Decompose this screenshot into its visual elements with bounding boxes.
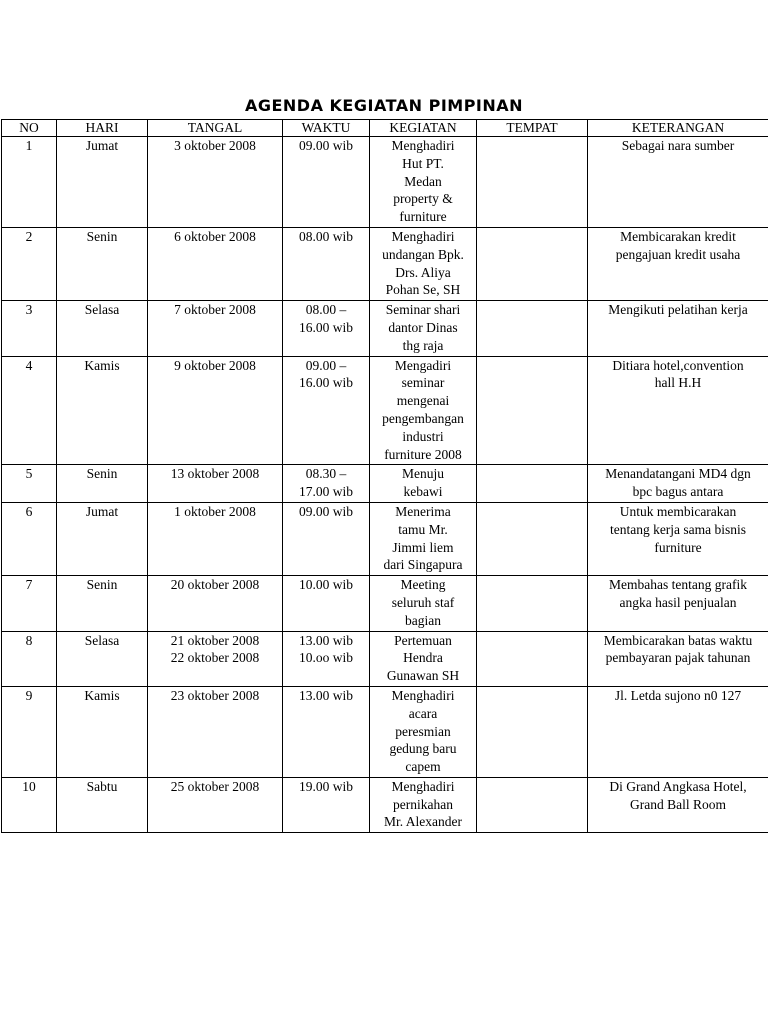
cell-kegiatan xyxy=(370,227,477,300)
cell-line: Menghadiri xyxy=(391,687,455,703)
cell-no: 4 xyxy=(2,356,57,465)
cell-keterangan xyxy=(588,576,768,631)
cell-line: Membahas tentang grafik xyxy=(609,577,747,593)
cell-line: bagian xyxy=(405,612,441,628)
cell-line: Hendra xyxy=(403,650,443,666)
table-row xyxy=(2,227,768,300)
cell-line: Pohan Se, SH xyxy=(385,282,461,298)
cell-waktu: 08.00 – 16.00 wib xyxy=(283,301,370,356)
cell-no: 6 xyxy=(2,502,57,575)
cell-line: Jl. Letda sujono n0 127 xyxy=(614,687,742,703)
cell-line: dari Singapura xyxy=(383,557,463,573)
cell-line: Menghadiri xyxy=(391,778,455,794)
cell-keterangan xyxy=(588,502,768,575)
cell-keterangan xyxy=(588,356,768,465)
cell-keterangan xyxy=(588,686,768,777)
cell-hari: Sabtu xyxy=(57,777,148,832)
header-tanggal: TANGAL xyxy=(148,120,283,137)
cell-line: Medan xyxy=(404,173,442,189)
cell-line: pengajuan kredit usaha xyxy=(615,246,741,262)
cell-line: thg raja xyxy=(402,337,444,353)
table-row xyxy=(2,686,768,777)
cell-no: 7 xyxy=(2,576,57,631)
header-waktu: WAKTU xyxy=(283,120,370,137)
cell-keterangan xyxy=(588,465,768,503)
cell-tempat xyxy=(477,301,588,356)
cell-kegiatan xyxy=(370,631,477,686)
cell-kegiatan xyxy=(370,576,477,631)
cell-no: 5 xyxy=(2,465,57,503)
cell-tempat xyxy=(477,686,588,777)
cell-tanggal: 9 oktober 2008 xyxy=(148,356,283,465)
cell-kegiatan xyxy=(370,465,477,503)
header-hari: HARI xyxy=(57,120,148,137)
cell-line: angka hasil penjualan xyxy=(619,594,737,610)
cell-line: bpc bagus antara xyxy=(632,484,724,500)
cell-line: seluruh staf xyxy=(391,594,455,610)
cell-tempat xyxy=(477,631,588,686)
cell-line: furniture xyxy=(654,539,702,555)
table-row xyxy=(2,465,768,503)
cell-line: dantor Dinas xyxy=(388,319,458,335)
cell-waktu: 08.00 wib xyxy=(283,227,370,300)
cell-line: Pertemuan xyxy=(394,632,452,648)
cell-no: 2 xyxy=(2,227,57,300)
table-row xyxy=(2,631,768,686)
table-row xyxy=(2,502,768,575)
cell-tanggal: 6 oktober 2008 xyxy=(148,227,283,300)
cell-line: property & xyxy=(393,191,453,207)
cell-line: furniture xyxy=(399,209,447,225)
cell-line: Di Grand Angkasa Hotel, xyxy=(609,778,747,794)
cell-line: Menuju xyxy=(402,466,444,482)
cell-line: mengenai xyxy=(396,393,450,409)
cell-hari: Kamis xyxy=(57,356,148,465)
cell-line: furniture 2008 xyxy=(384,446,462,462)
cell-line: Menghadiri xyxy=(391,138,455,153)
cell-waktu: 09.00 wib xyxy=(283,137,370,228)
cell-line: Sebagai nara sumber xyxy=(621,138,735,153)
cell-line: Membicarakan batas waktu xyxy=(603,632,753,648)
table-row xyxy=(2,137,768,228)
cell-line: Mengadiri xyxy=(394,357,452,373)
page-title: AGENDA KEGIATAN PIMPINAN xyxy=(244,96,524,115)
cell-tanggal: 23 oktober 2008 xyxy=(148,686,283,777)
cell-line: seminar xyxy=(401,375,445,391)
cell-hari: Senin xyxy=(57,227,148,300)
cell-line: capem xyxy=(405,759,441,775)
cell-tanggal: 3 oktober 2008 xyxy=(148,137,283,228)
cell-line: hall H.H xyxy=(654,375,702,391)
cell-line: peresmian xyxy=(395,723,451,739)
table-header-row xyxy=(2,120,768,137)
cell-waktu: 19.00 wib xyxy=(283,777,370,832)
cell-kegiatan xyxy=(370,356,477,465)
cell-kegiatan xyxy=(370,502,477,575)
cell-tempat xyxy=(477,777,588,832)
cell-kegiatan xyxy=(370,686,477,777)
cell-line: Gunawan SH xyxy=(386,668,460,684)
agenda-table xyxy=(1,119,768,833)
table-row xyxy=(2,356,768,465)
cell-line: Mr. Alexander xyxy=(384,814,462,830)
cell-line: Menandatangani MD4 dgn xyxy=(605,466,751,482)
cell-no: 10 xyxy=(2,777,57,832)
header-no: NO xyxy=(2,120,57,137)
cell-tempat xyxy=(477,356,588,465)
header-kegiatan: KEGIATAN xyxy=(370,120,477,137)
cell-no: 9 xyxy=(2,686,57,777)
cell-tempat xyxy=(477,465,588,503)
cell-tanggal: 1 oktober 2008 xyxy=(148,502,283,575)
cell-tempat xyxy=(477,137,588,228)
cell-kegiatan xyxy=(370,137,477,228)
cell-waktu: 13.00 wib xyxy=(283,686,370,777)
cell-line: Menerima xyxy=(395,503,451,519)
cell-tanggal: 13 oktober 2008 xyxy=(148,465,283,503)
header-tempat: TEMPAT xyxy=(477,120,588,137)
cell-line: Menghadiri xyxy=(391,228,455,244)
cell-waktu: 08.30 – 17.00 wib xyxy=(283,465,370,503)
cell-line: Grand Ball Room xyxy=(630,796,726,812)
cell-keterangan xyxy=(588,137,768,228)
cell-hari: Jumat xyxy=(57,137,148,228)
cell-keterangan xyxy=(588,227,768,300)
cell-line: Untuk membicarakan xyxy=(619,503,737,519)
cell-hari: Kamis xyxy=(57,686,148,777)
cell-tanggal: 25 oktober 2008 xyxy=(148,777,283,832)
cell-line: Drs. Aliya xyxy=(395,264,451,280)
cell-hari: Selasa xyxy=(57,301,148,356)
cell-tanggal: 21 oktober 2008 22 oktober 2008 xyxy=(148,631,283,686)
cell-waktu: 10.00 wib xyxy=(283,576,370,631)
cell-hari: Senin xyxy=(57,576,148,631)
cell-kegiatan xyxy=(370,777,477,832)
cell-line: Membicarakan kredit xyxy=(620,228,736,244)
cell-line: pernikahan xyxy=(393,796,453,812)
cell-line: kebawi xyxy=(403,484,443,500)
cell-keterangan xyxy=(588,301,768,356)
table-row xyxy=(2,576,768,631)
cell-kegiatan xyxy=(370,301,477,356)
cell-line: Seminar shari xyxy=(385,302,461,318)
cell-line: pembayaran pajak tahunan xyxy=(605,650,751,666)
cell-hari: Jumat xyxy=(57,502,148,575)
cell-tempat xyxy=(477,576,588,631)
cell-line: acara xyxy=(408,705,438,721)
table-row xyxy=(2,301,768,356)
table-row xyxy=(2,777,768,832)
cell-no: 3 xyxy=(2,301,57,356)
table-body xyxy=(2,137,768,833)
cell-tempat xyxy=(477,227,588,300)
cell-line: Mengikuti pelatihan kerja xyxy=(608,302,748,318)
cell-keterangan xyxy=(588,631,768,686)
cell-line: undangan Bpk. xyxy=(382,246,464,262)
cell-keterangan xyxy=(588,777,768,832)
cell-tanggal: 7 oktober 2008 xyxy=(148,301,283,356)
cell-line: tentang kerja sama bisnis xyxy=(609,521,747,537)
cell-line: tamu Mr. xyxy=(398,521,448,537)
cell-waktu: 09.00 – 16.00 wib xyxy=(283,356,370,465)
cell-waktu: 09.00 wib xyxy=(283,502,370,575)
cell-line: industri xyxy=(402,428,444,444)
cell-line: Jimmi liem xyxy=(392,539,454,555)
header-keterangan: KETERANGAN xyxy=(588,120,768,137)
cell-line: Ditiara hotel,convention xyxy=(612,357,744,373)
cell-line: Meeting xyxy=(400,577,446,593)
cell-hari: Senin xyxy=(57,465,148,503)
cell-hari: Selasa xyxy=(57,631,148,686)
cell-no: 1 xyxy=(2,137,57,228)
cell-waktu: 13.00 wib 10.oo wib xyxy=(283,631,370,686)
cell-tempat xyxy=(477,502,588,575)
cell-line: gedung baru xyxy=(389,741,457,757)
cell-line: Hut PT. xyxy=(402,155,444,171)
cell-line: pengembangan xyxy=(382,410,464,426)
cell-tanggal: 20 oktober 2008 xyxy=(148,576,283,631)
cell-no: 8 xyxy=(2,631,57,686)
